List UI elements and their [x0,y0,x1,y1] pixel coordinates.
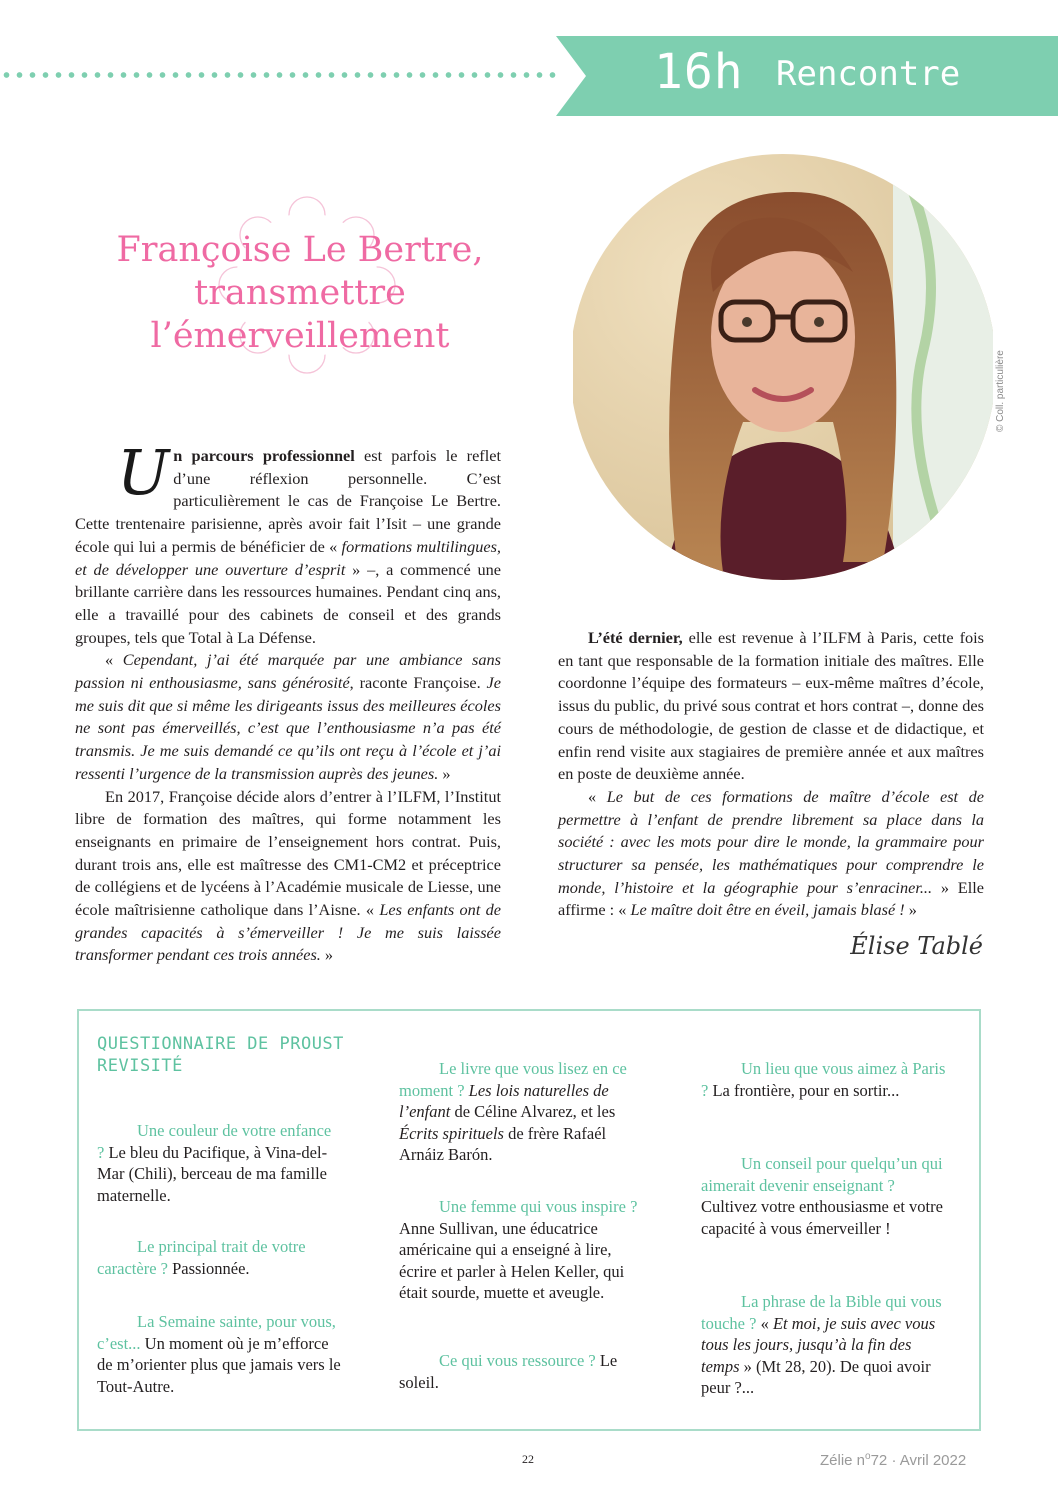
lead-in: n parcours professionnel [173,446,355,465]
title-line-1: Françoise Le Bertre, [116,230,484,270]
question-item: Un conseil pour quelqu’un qui aimerait devenir enseignant ? Cultivez votre enthousiasme et votre capacité à vous émerveiller ! [701,1154,943,1238]
article-column-1 [75,436,502,967]
paragraph-4: L’été dernier, elle est revenue à l’ILFM à Paris, cette fois en tant que responsable de la formation initiale des maîtres. Elle coordonne l’équipe des formateurs – eux-même maîtres d’école, issus du public, du privé sous contrat et hors contrat –, donne des cours de méthodologie, de gestion de classe et de didactique, et enfin rend visite aux stagiaires de première année et aux maîtres en poste de deuxième année. [558,628,984,784]
section-banner [556,36,1058,116]
question-item: Un lieu que vous aimez à Paris ? La frontière, pour en sortir... [701,1059,946,1100]
question-item: Le livre que vous lisez en ce moment ? Les lois naturelles de l’enfant de Céline Alvarez, et les Écrits spirituels de frère Rafaél Arnáiz Barón. [399,1059,627,1164]
paragraph-5: « Le but de ces formations de maître d’école est de permettre à l’enfant de prendre librement sa place dans la société : avec les mots pour dire le monde, la grammaire pour structurer sa pensée, les mathématiques pour comprendre le monde, l’histoire et la géographie pour s’enraciner... » Elle affirme : « Le maître doit être en éveil, jamais blasé ! » [558,786,985,920]
paragraph-2: « Cependant, j’ai été marquée par une ambiance sans passion ni enthousiasme, sans générosité, raconte Françoise. Je me suis dit que si même les dirigeants issus des meilleures écoles ne sont pas émerveillés, c’est que l’enthousiasme n’a pas été transmis. Je me suis demandé ce qu’ils ont reçu à l’école et j’ai ressenti l’urgence de la transmission auprès des jeunes. » [75,650,501,783]
author-signature: Élise Tablé [850,932,983,960]
paragraph-1: Un parcours professionnel est parfois le reflet d’une réflexion personnelle. C’est particulièrement le cas de Françoise Le Bertre. Cette trentenaire parisienne, après avoir fait l’Isit – une grande école qui lui a permis de bénéficier de « formations multilingues, et de développer une ouverture d’esprit » –, a commencé une brillante carrière dans les ressources humaines. Pendant cinq ans, elle a travaillé pour des cabinets de conseil et des grands groupes, tels que Total à La Défense. [75,436,502,647]
paragraph-3: En 2017, Françoise décide alors d’entrer à l’ILFM, l’Institut libre de formation des maîtres, qui forme notamment les enseignants en primaire de l’enseignement hors contrat. Puis, durant trois ans, elle est maîtresse des CM1-CM2 et préceptrice de collégiens et de lycéens à l’Académie musicale de Liesse, une école maîtrisienne catholique dans l’Aisne. « Les enfants ont de grandes capacités à s’émerveiller ! Je me suis laissée transformer pendant ces trois années. » [75,786,501,965]
portrait-photo [573,152,993,582]
question-item: Une femme qui vous inspire ? Anne Sullivan, une éducatrice américaine qui a enseigné à lire, écrire et parler à Helen Keller, qui était sourde, muette et aveugle. [399,1197,638,1302]
question-item: La phrase de la Bible qui vous touche ? « Et moi, je suis avec vous tous les jours, jusqu’à la fin des temps » (Mt 28, 20). De quoi avoir peur ?... [701,1292,942,1397]
title-line-2: transmettre [194,273,406,313]
questionnaire-title: QUESTIONNAIRE DE PROUST REVISITÉ [97,1034,344,1076]
dotted-rule [0,69,560,81]
drop-cap: U [117,436,170,509]
section-label: Rencontre [776,54,961,94]
question-item: Une couleur de votre enfance ? Le bleu du Pacifique, à Vina-del-Mar (Chili), berceau de ma famille maternelle. [97,1121,332,1205]
page-number: 22 [522,1452,534,1466]
article-title [60,229,540,358]
magazine-footer: Zélie $n^o72$ · Avril 2022 [820,1451,967,1469]
title-line-3: l’émerveillement [150,316,450,356]
photo-credit: © Coll. particulière [995,350,1006,432]
section-time: 16h [654,44,744,100]
article-column-2 [558,627,984,922]
question-item: Ce qui vous ressource ? Le soleil. [399,1351,618,1392]
question-item: La Semaine sainte, pour vous, c’est... Un moment où je m’efforce de m’orienter plus que jamais vers le Tout-Autre. [97,1312,341,1396]
question-item: Le principal trait de votre caractère ? Passionnée. [97,1237,306,1278]
